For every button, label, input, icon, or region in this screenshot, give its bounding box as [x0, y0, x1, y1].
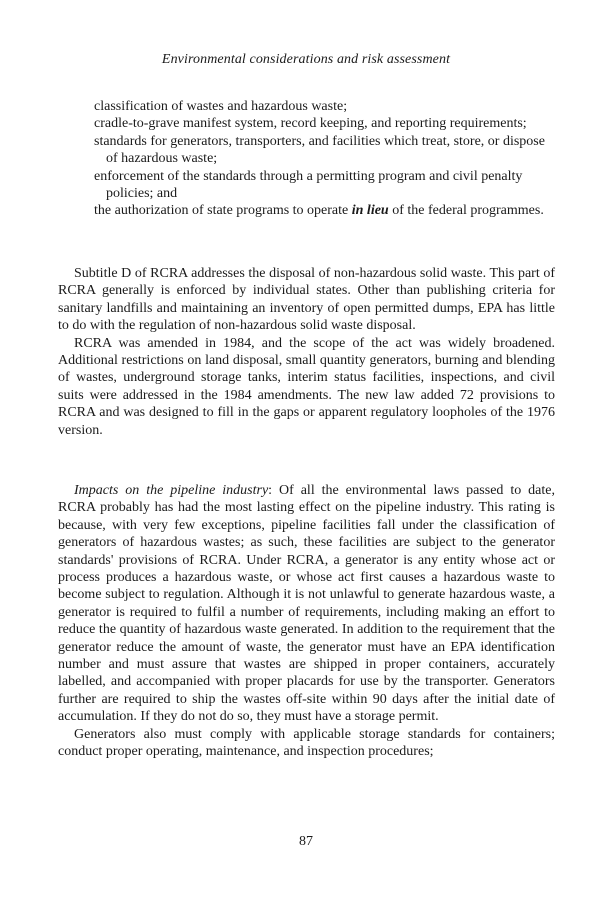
page-number: 87	[299, 834, 313, 849]
list-item: enforcement of the standards through a permitting program and civil penalty policies; and	[94, 168, 523, 202]
paragraph-subtitle-d: Subtitle D of RCRA addresses the disposal of non-hazardous solid waste. This part of RCRA generally is enforced by individual states. Other than publishing criteria for sanitary landfills and maintaining an inventory of open permitted dumps, EPA has little to do with the regulation of non-hazardous solid waste disposal.	[58, 266, 555, 334]
list-item-text: of the federal programmes.	[388, 203, 544, 219]
list-item	[94, 202, 556, 219]
pipeline-impacts-section	[58, 482, 555, 761]
list-item: classification of wastes and hazardous waste;	[94, 99, 348, 114]
requirements-list	[94, 98, 556, 220]
paragraph-1984-amendments: RCRA was amended in 1984, and the scope of the act was widely broadened. Additional restrictions on land disposal, small quantity generators, burning and blending of wastes, underground storage tanks, interim status facilities, inspections, and civil suits were addressed in the 1984 amendments. The new law added 72 provisions to RCRA and was designed to fill in the gaps or apparent regulatory loopholes of the 1976 version.	[58, 335, 555, 438]
run-in-heading: Impacts on the pipeline industry	[74, 483, 269, 498]
latin-emphasis: in lieu	[351, 203, 389, 219]
paragraph-body: : Of all the environmental laws passed to date, RCRA probably has had the most lasting effect on the pipeline industry. This rating is because, with very few exceptions, pipeline facilities fall under the classification of generators of hazardous wastes; as such, these facilities are subject to the generator standards' provisions of RCRA. Under RCRA, a generator is any entity whose act or process produces a hazardous waste, or whose act first causes a hazardous waste to become subject to regulation. Although it is not unlawful to generate hazardous waste, a generator is required to fulfil a number of requirements, including making an effort to reduce the quantity of hazardous waste generated. In addition to the requirement that the generator reduce the amount of waste, the generator must have an EPA identification number and must assure that wastes are shipped in proper containers, accurately labelled, and accompanied with proper placards for use by the transporter. Generators further are required to ship the wastes off-site within 90 days after the initial date of accumulation. If they do not do so, they must have a storage permit.	[58, 483, 555, 725]
running-head: Environmental considerations and risk assessment	[161, 52, 451, 67]
list-item-text: the authorization of state programs to operate	[94, 203, 352, 219]
paragraph-pipeline-impacts	[58, 482, 555, 726]
paragraph-generators-also: Generators also must comply with applicable storage standards for containers; conduct proper operating, maintenance, and inspection procedures;	[58, 726, 555, 760]
list-item: standards for generators, transporters, and facilities which treat, store, or dispose of hazardous waste;	[94, 133, 545, 167]
list-item: cradle-to-grave manifest system, record keeping, and reporting requirements;	[94, 116, 527, 132]
rcra-subtitle-d-section	[58, 265, 555, 439]
